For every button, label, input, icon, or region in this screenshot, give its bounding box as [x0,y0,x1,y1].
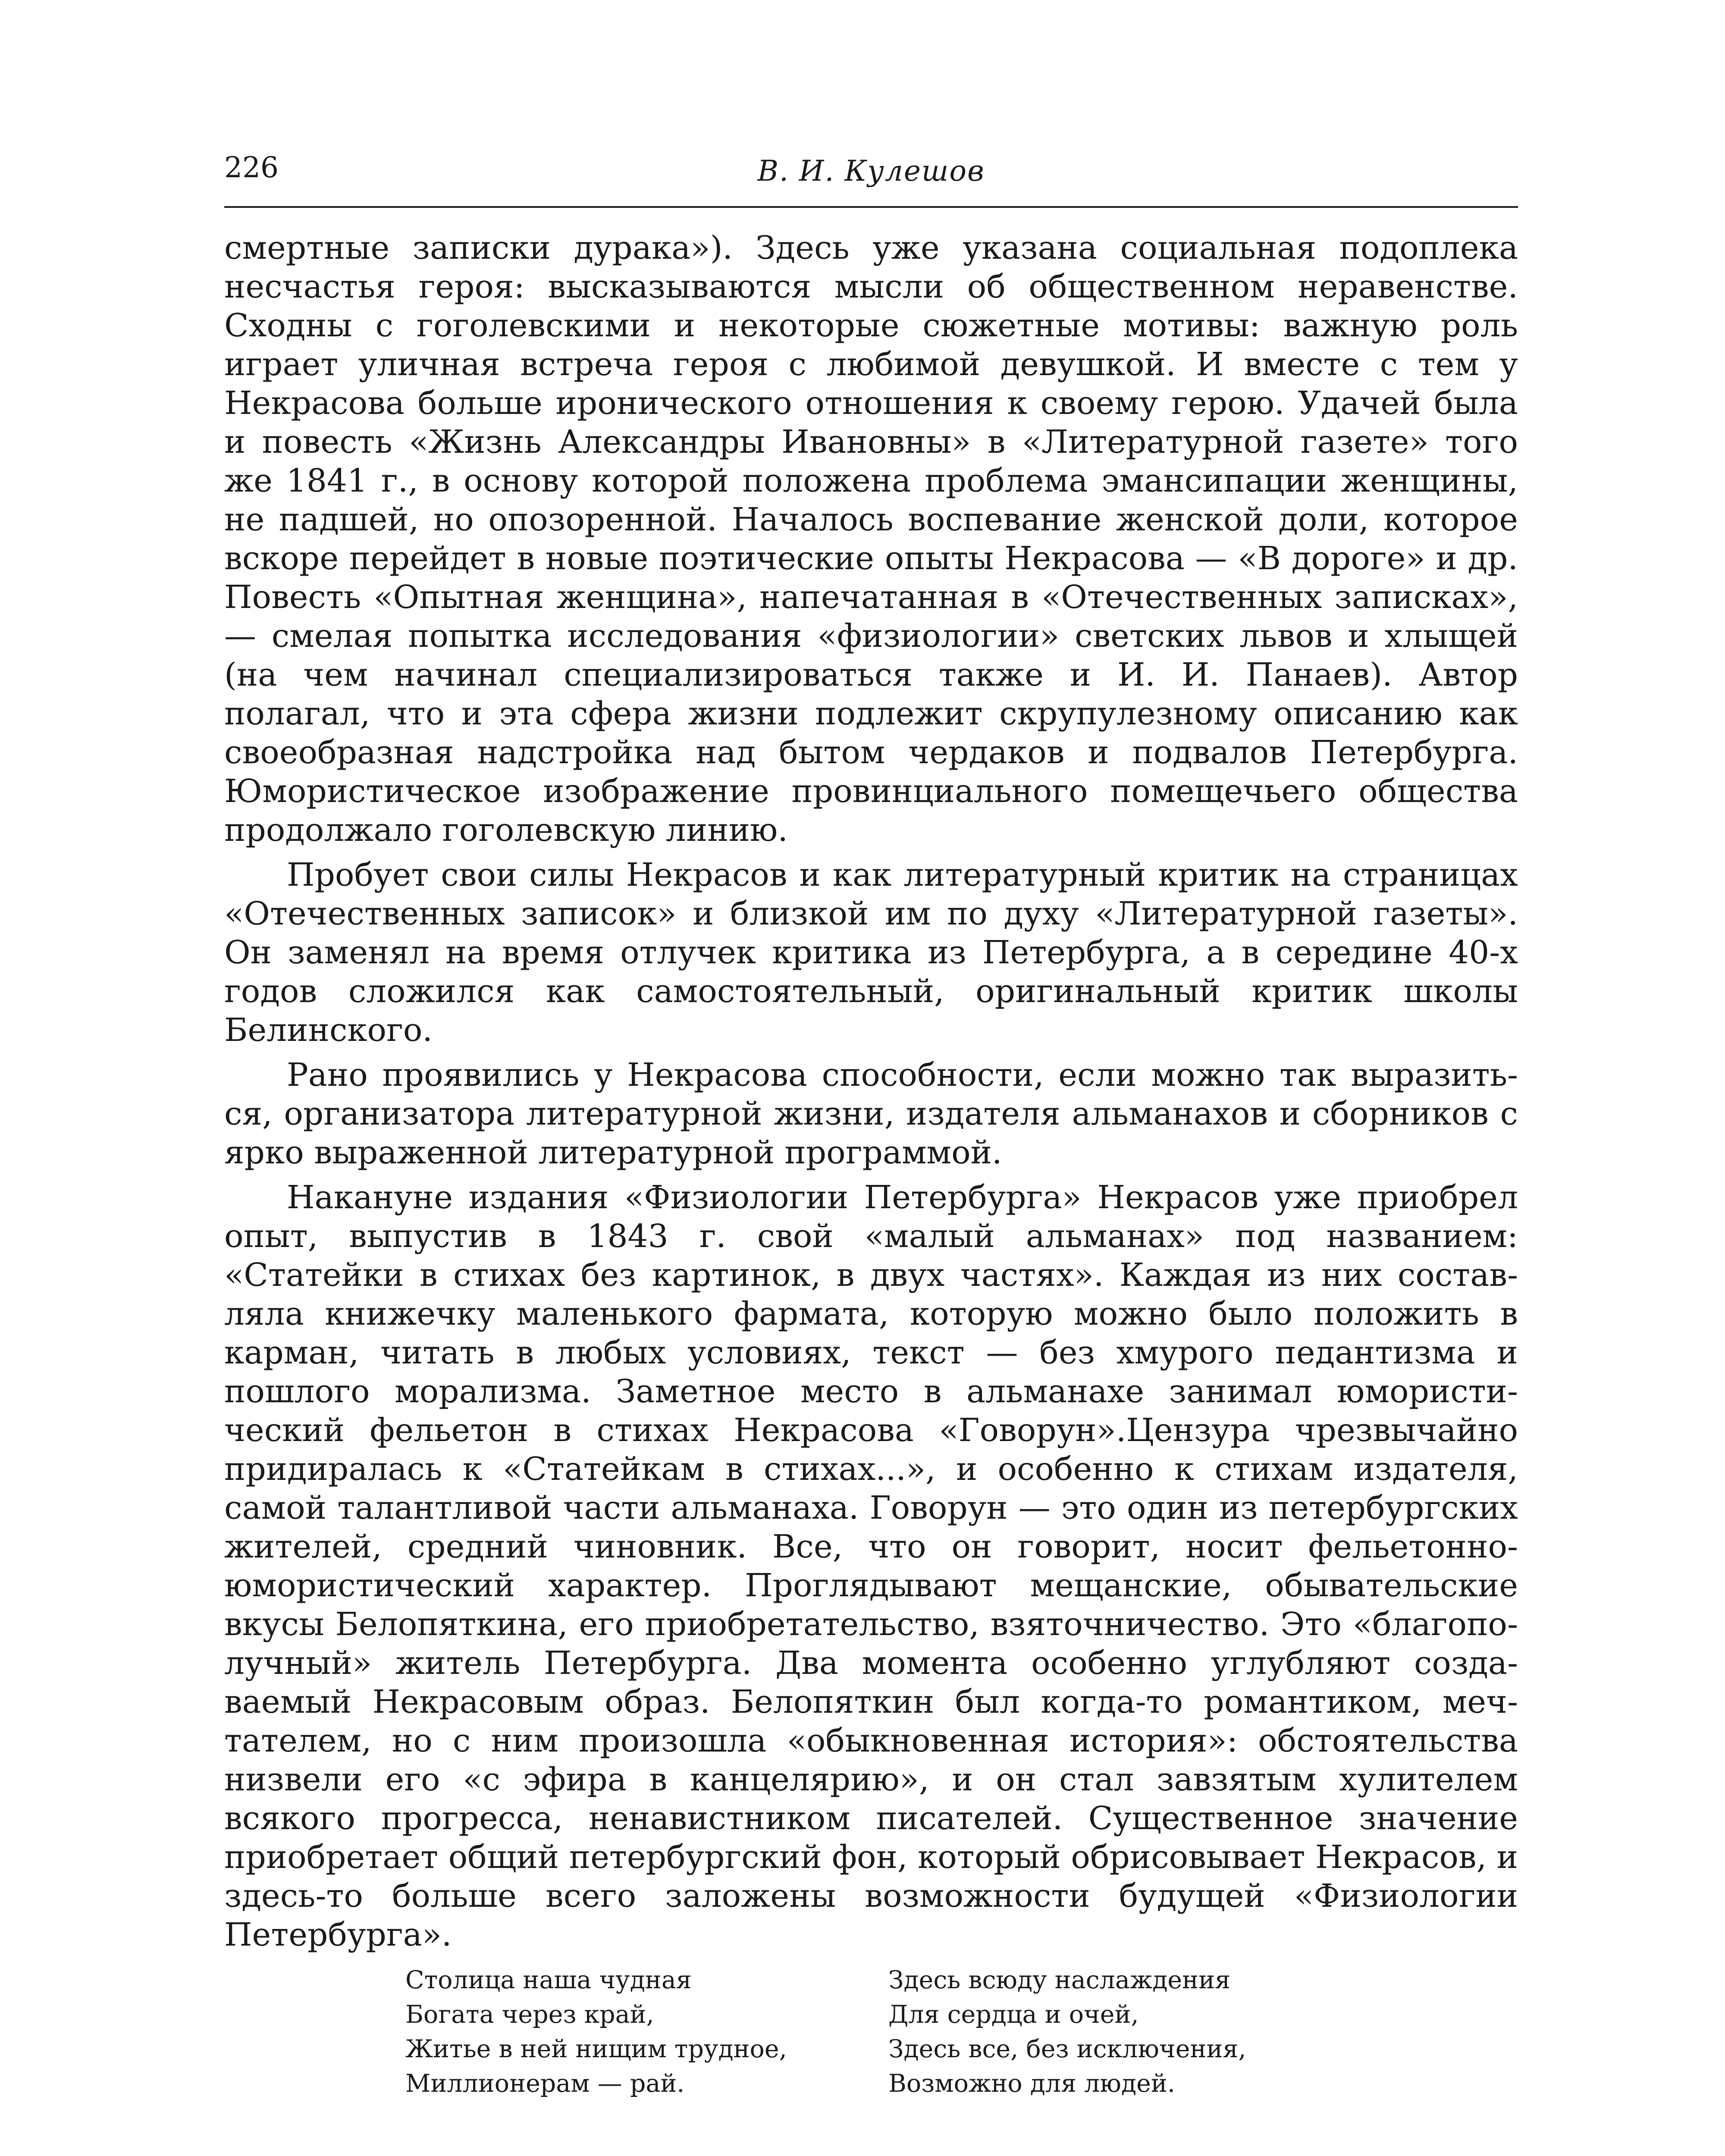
paragraph: смертные записки дурака»). Здесь уже указана социальная подоплека несчастья героя: высказываются мысли об общественном неравенстве. Сходны с гоголевскими и некоторые сюжетные мотивы: важную роль играет уличная встреча героя с любимой девушкой. И вместе с тем у Некрасова больше иронического отношения к своему герою. Удачей была и повесть «Жизнь Александры Ивановны» в «Литературной газете» того же 1841 г., в основу которой положена проблема эмансипации женщины, не падшей, но опозоренной. Началось воспевание женской доли, которое вскоре перейдет в новые поэтические опыты Некрасова — «В дороге» и др. Повесть «Опытная женщина», напечатанная в «Отечественных записках», — смелая попытка исследования «физиологии» светских львов и хлыщей (на чем начинал специализироваться также и И. И. Панаев). Автор полагал, что и эта сфера жизни подлежит скрупулезному описанию как своеобразная надстройка над бытом чердаков и подвалов Петербурга. Юмористическое изображение провинциального помещечьего общества продолжало гоголевскую линию. [224,229,1518,849]
poem-stanza-left [405,1963,888,2101]
page-header [224,147,1518,211]
paragraph: Пробует свои силы Некрасов и как литературный критик на страницах «Отечественных записок» и близкой им по духу «Литературной газеты». Он заменял на время отлучек критика из Петербурга, а в середине 40-х годов сложился как самостоятельный, оригинальный критик школы Белинского. [224,856,1518,1049]
page-number: 226 [224,151,279,184]
verse-line: Миллионерам — рай. [405,2069,685,2098]
body-text [224,229,1518,1954]
verse-line: Здесь все, без исключения, [888,2035,1246,2063]
verse-line: Богата через край, [405,2000,654,2029]
verse-line: Житье в ней нищим трудное, [405,2035,787,2063]
paragraph: Накануне издания «Физиологии Петербурга» Некрасов уже приобрел опыт, выпустив в 1843 г. свой «малый альманах» под названием: «Статейки в стихах без картинок, в двух частях». Каждая из них составляла книжечку маленького фармата, которую можно было положить в карман, читать в любых условиях, текст — без хмурого педантизма и пошлого морализма. Заметное место в альманахе занимал юмористический фельетон в стихах Некрасова «Говорун».Цензура чрезвычайно придиралась к «Статейкам в стихах...», и особенно к стихам издателя, самой талантливой части альманаха. Говорун — это один из петербургских жителей, средний чиновник. Все, что он говорит, носит фельетонно-юмористический характер. Проглядывают мещанские, обывательские вкусы Белопяткина, его приобретательство, взяточничество. Это «благополучный» житель Петербурга. Два момента особенно углубляют создаваемый Некрасовым образ. Белопяткин был когда-то романтиком, мечтателем, но с ним произошла «обыкновенная история»: обстоятельства низвели его «с эфира в канцелярию», и он стал завзятым хулителем всякого прогресса, ненавистником писателей. Существенное значение приобретает общий петербургский фон, который обрисовывает Некрасов, и здесь-то больше всего заложены возможности будущей «Физиологии Петербурга». [224,1179,1518,1953]
running-head-author: В. И. Кулешов [757,154,985,188]
paragraph: Рано проявились у Некрасова способности, если можно так выразиться, организатора литературной жизни, издателя альманахов и сборников с ярко выраженной литературной программой. [224,1056,1518,1171]
poem-stanza-right [888,1963,1371,2101]
verse-line: Здесь всюду наслаждения [888,1966,1231,1994]
poem-quote [224,1963,1518,2101]
verse-line: Столица наша чудная [405,1966,692,1994]
verse-line: Для сердца и очей, [888,2000,1139,2029]
header-rule [224,206,1518,208]
verse-line: Возможно для людей. [888,2069,1175,2098]
book-page [224,147,1518,2101]
